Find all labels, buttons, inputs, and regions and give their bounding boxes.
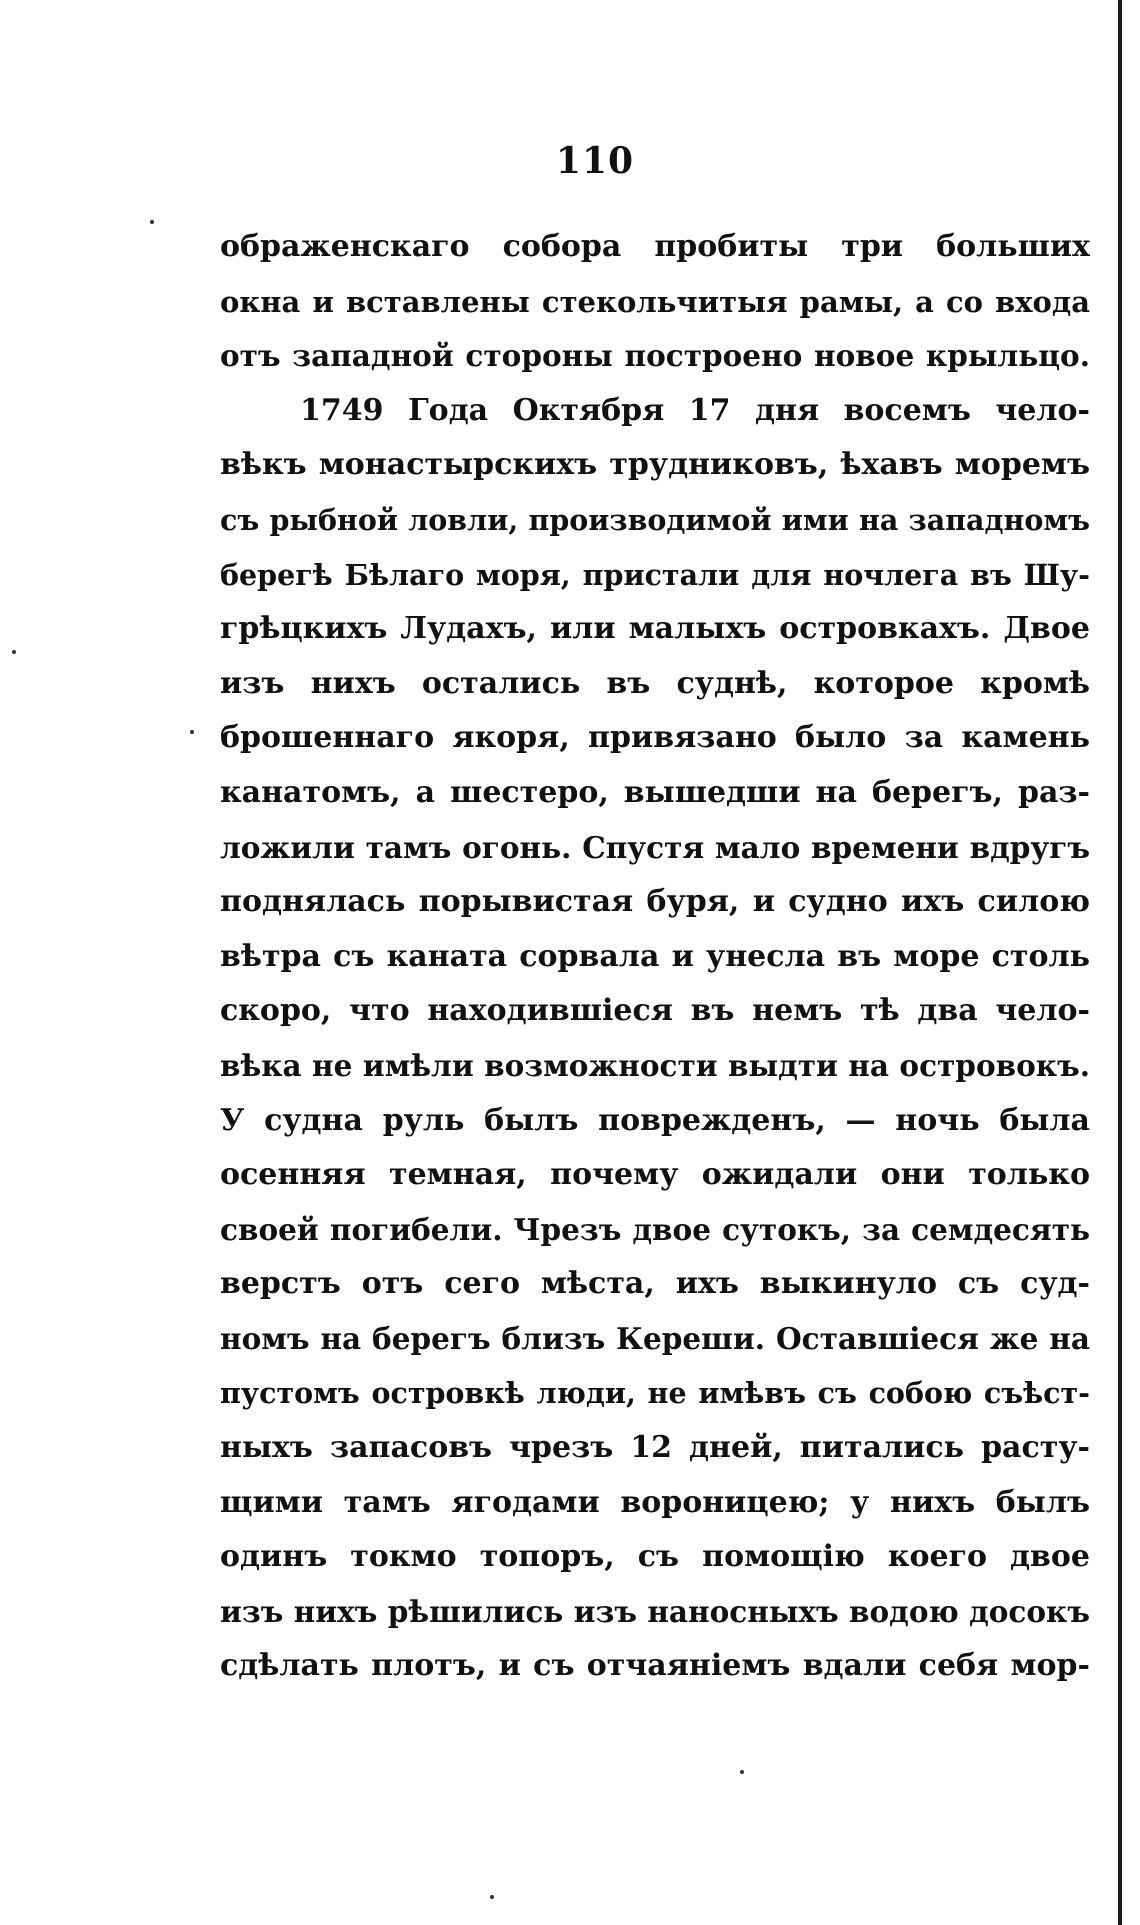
body-text	[220, 220, 1090, 1694]
text-line: вѣка не имѣли возможности выдти на островокъ.	[220, 1047, 1090, 1083]
text-line: щими тамъ ягодами вороницею; у нихъ былъ	[220, 1484, 1090, 1520]
text-line: вѣтра съ каната сорвала и унесла въ море столь	[220, 938, 1090, 974]
text-line: ныхъ запасовъ чрезъ 12 дней, питались расту-	[220, 1430, 1090, 1466]
ink-speck	[150, 220, 154, 224]
text-line: ложили тамъ огонь. Спустя мало времени вдругъ	[220, 829, 1090, 865]
text-line: осенняя темная, почему ожидали они только	[220, 1157, 1090, 1193]
text-line: берегѣ Бѣлаго моря, пристали для ночлега въ Шу-	[220, 557, 1090, 592]
page-number: 110	[555, 140, 635, 182]
ink-speck	[12, 650, 16, 654]
text-line: сдѣлать плотъ, и съ отчаяніемъ вдали себя мор-	[220, 1648, 1090, 1684]
text-line: вѣкъ монастырскихъ трудниковъ, ѣхавъ моремъ	[220, 447, 1090, 483]
text-line: окна и вставлены стекольчитыя рамы, а со входа	[220, 284, 1090, 319]
ink-speck	[740, 1770, 744, 1774]
text-line: У судна руль былъ поврежденъ, — ночь была	[220, 1102, 1090, 1138]
page-edge-border	[1118, 0, 1122, 1925]
text-line: пустомъ островкѣ люди, не имѣвъ съ собою съѣст-	[220, 1376, 1090, 1411]
text-line: отъ западной стороны построено новое крыльцо.	[220, 338, 1090, 374]
text-line: изъ нихъ остались въ суднѣ, которое кромѣ	[220, 665, 1090, 701]
text-line: 1749 Года Октября 17 дня восемъ чело-	[300, 392, 1090, 428]
text-line: ображенскаго собора пробиты три больших	[220, 229, 1090, 264]
ink-speck	[490, 1895, 494, 1899]
text-line: своей погибели. Чрезъ двое сутокъ, за семдесять	[220, 1211, 1090, 1247]
text-line: брошеннаго якоря, привязано было за камень	[220, 720, 1090, 756]
text-line: номъ на берегъ близъ Кереши. Оставшіеся же на	[220, 1320, 1090, 1356]
text-line: одинъ токмо топоръ, съ помощію коего двое	[220, 1539, 1090, 1575]
text-line: изъ нихъ рѣшились изъ наносныхъ водою досокъ	[220, 1593, 1090, 1629]
text-line: скоро, что находившіеся въ немъ тѣ два чело-	[220, 993, 1090, 1029]
text-line: верстъ отъ сего мѣста, ихъ выкинуло съ суд-	[220, 1266, 1090, 1302]
text-line: грѣцкихъ Лудахъ, или малыхъ островкахъ. Двое	[220, 611, 1090, 647]
text-line: съ рыбной ловли, производимой ими на западномъ	[220, 502, 1090, 537]
ink-speck	[190, 730, 194, 734]
text-line: поднялась порывистая буря, и судно ихъ силою	[220, 884, 1090, 920]
text-line: канатомъ, а шестеро, вышедши на берегъ, раз-	[220, 774, 1090, 810]
